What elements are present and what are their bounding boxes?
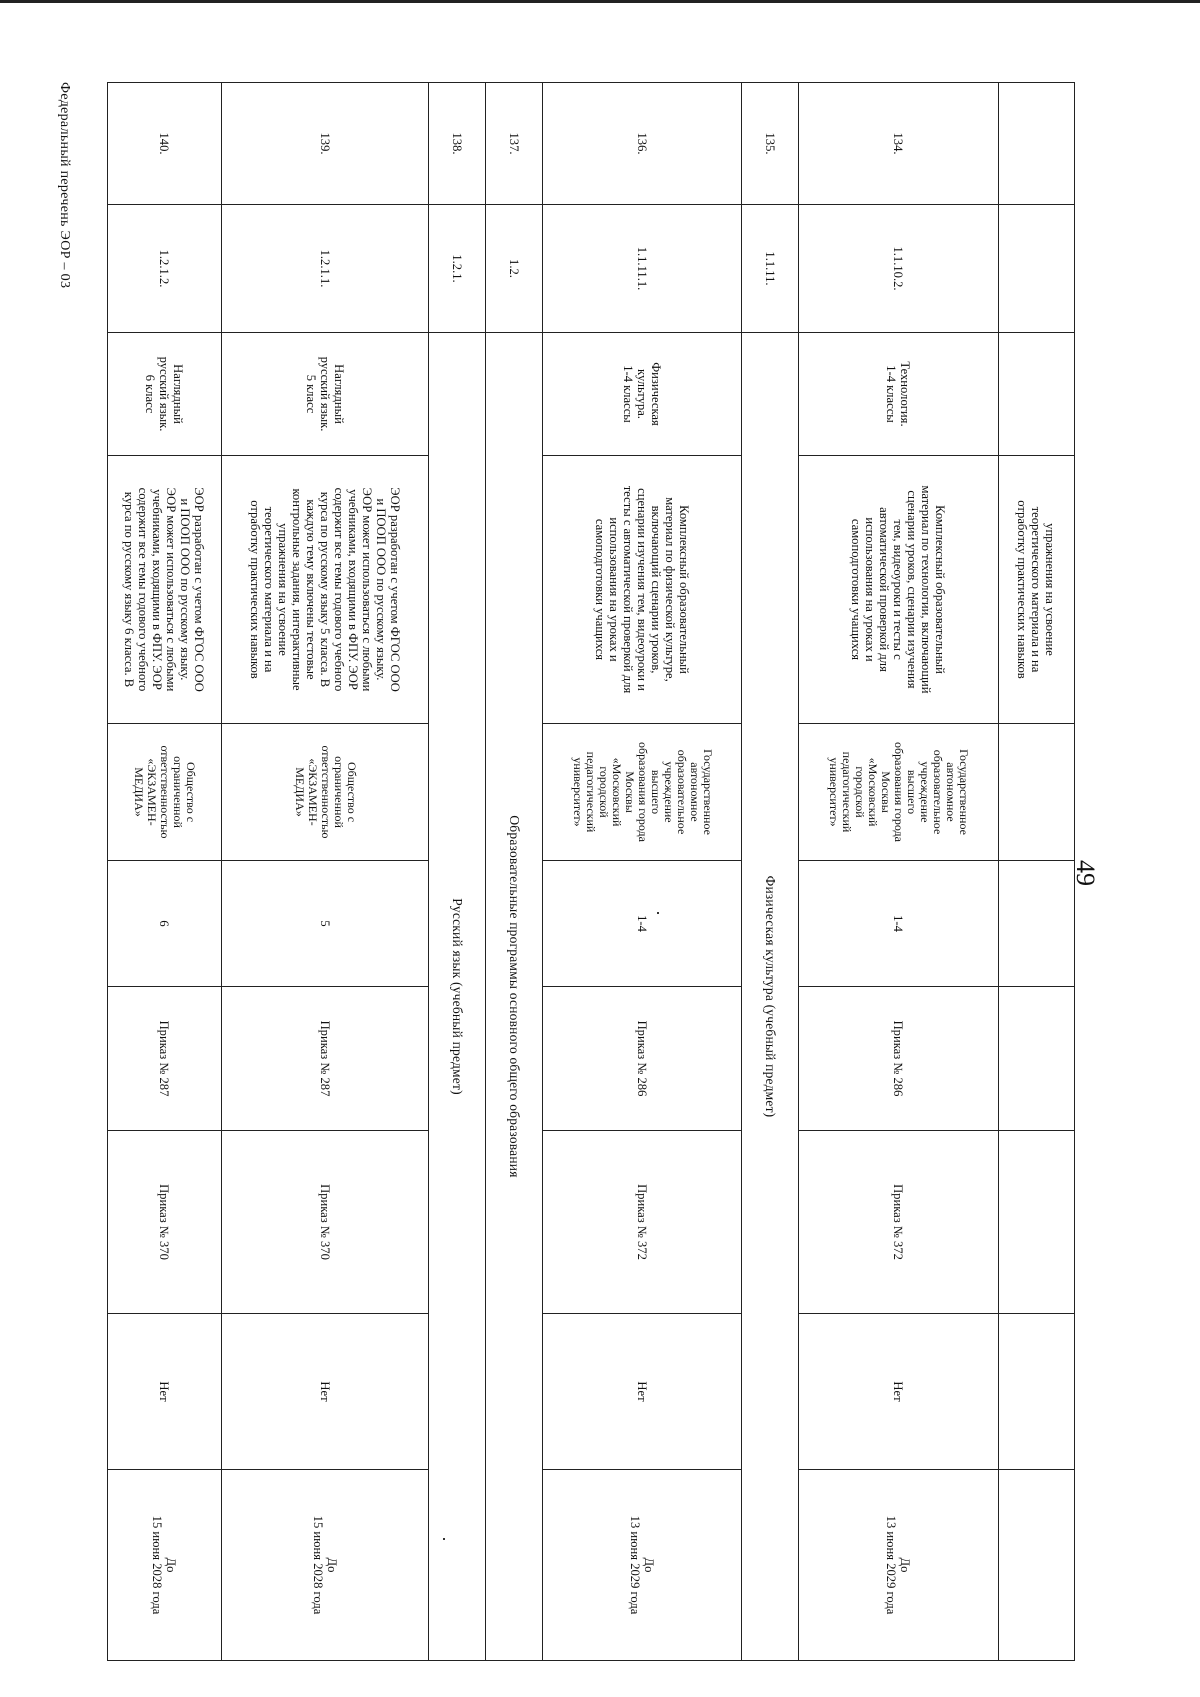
cell-order-1 (542, 987, 741, 1131)
flag-value: Нет (157, 1381, 172, 1402)
row-code: 1.1.10.2. (891, 246, 906, 291)
resource-name: Наглядный русский язык. 5 класс (304, 356, 347, 432)
cell-name (108, 333, 222, 456)
cell-grades (998, 861, 1074, 987)
cell-row-number (542, 83, 741, 205)
cell-row-number (221, 83, 429, 205)
description-text: ЭОР разработан с учетом ФГОС ООО и ПООП ООО по русскому языку. ЭОР может использоваться с любыми учебниками, входящими в ФПУ. ЭОР содержит все темы годового учебного курса по русскому языку 5 класса. В каждую тему включены тестовые контрольные задания, интерактивные упражнения на усвоение теоретического материала и на отработку практических навыков (248, 487, 403, 692)
cell-row-number (429, 83, 486, 205)
cell-row-number (799, 83, 998, 205)
validity-term: До 13 июня 2029 года (884, 1515, 913, 1615)
flag-value: Нет (635, 1381, 650, 1402)
flag-value: Нет (318, 1381, 333, 1402)
cell-code (542, 205, 741, 333)
cell-order-2 (108, 1131, 222, 1314)
order-ref: Приказ № 372 (891, 1184, 906, 1260)
order-ref: Приказ № 286 (891, 1020, 906, 1097)
description-text: Комплексный образовательный материал по физической культуре, включающий сценарии уроков, сценарии изучения тем, видеоуроки и тесты с автоматической проверкой для использования на уроках и самоподготовки учащихся (593, 485, 692, 694)
cell-code (429, 205, 486, 333)
table-row (429, 83, 486, 1661)
validity-term: До 15 июня 2028 года (311, 1515, 340, 1615)
cell-author (998, 724, 1074, 861)
row-number: 135. (763, 132, 778, 155)
cell-grades (799, 861, 998, 987)
row-code: 1.2.1. (450, 254, 465, 283)
cell-order-1 (108, 987, 222, 1131)
author-org: Общество с ограниченной ответственностью «ЭКЗАМЕН- МЕДИА» (292, 745, 359, 839)
flag-value: Нет (891, 1381, 906, 1402)
cell-order-1 (221, 987, 429, 1131)
grades-value: 1-4 (891, 915, 906, 932)
order-ref: Приказ № 286 (635, 1020, 650, 1097)
order-ref: Приказ № 372 (635, 1184, 650, 1260)
cell-flag (799, 1314, 998, 1470)
section-heading: Русский язык (учебный предмет) (450, 898, 466, 1095)
description-text: ЭОР разработан с учетом ФГОС ООО и ПООП ООО по русскому языку. ЭОР может использоваться с любыми учебниками, входящими в ФПУ. ЭОР содержит все темы годового учебного курса по русскому языку 6 класса. В (122, 487, 207, 692)
grades-value: 5 (318, 920, 333, 927)
cell-order-1 (998, 987, 1074, 1131)
table-row (108, 83, 222, 1661)
table-row (799, 83, 998, 1661)
section-heading: Физическая культура (учебный предмет) (763, 875, 779, 1118)
cell-order-1 (799, 987, 998, 1131)
row-code: 1.1.11.1. (635, 246, 650, 291)
row-code: 1.2. (507, 259, 522, 278)
section-heading-cell (486, 333, 543, 1661)
cell-term (799, 1470, 998, 1661)
cell-flag (221, 1314, 429, 1470)
page-number: 49 (1071, 860, 1100, 886)
row-code: 1.2.1.2. (157, 249, 172, 288)
validity-term: До 15 июня 2028 года (150, 1515, 179, 1615)
resource-name: Физическая культура. 1-4 классы (621, 362, 664, 426)
cell-description (221, 456, 429, 724)
table-row (542, 83, 741, 1661)
resource-name: Наглядный русский язык. 6 класс (143, 356, 186, 432)
table-row (221, 83, 429, 1661)
description-text: Комплексный образовательный материал по технологии, включающий сценарии уроков, сценарии изучения тем, видеоуроки и тесты с автоматической проверкой для использования на уроках и самоподготовки учащихся (849, 485, 948, 694)
cell-author (221, 724, 429, 861)
section-heading-cell (429, 333, 486, 1661)
cell-code (998, 205, 1074, 333)
row-number: 139. (318, 132, 333, 155)
order-ref: Приказ № 287 (318, 1020, 333, 1097)
cell-author (799, 724, 998, 861)
order-ref: Приказ № 370 (318, 1184, 333, 1260)
cell-grades (221, 861, 429, 987)
author-org: Государственное автономное образовательное учреждение высшего образования города Москвы «Московский городской педагогический университет» (570, 741, 715, 842)
cell-term (221, 1470, 429, 1661)
cell-name (998, 333, 1074, 456)
grades-value: 6 (157, 920, 172, 927)
cell-author (542, 724, 741, 861)
table-row (998, 83, 1074, 1661)
row-number: 140. (157, 132, 172, 155)
cell-term (108, 1470, 222, 1661)
cell-code (742, 205, 799, 333)
cell-grades (108, 861, 222, 987)
table-row (486, 83, 543, 1661)
cell-code (108, 205, 222, 333)
cell-row-number (486, 83, 543, 205)
section-heading-cell (742, 333, 799, 1661)
description-text: упражнения на усвоение теоретического материала и на отработку практических навыков (1015, 500, 1058, 679)
row-number: 138. (450, 132, 465, 155)
eor-registry-table (107, 82, 1075, 1661)
cell-code (799, 205, 998, 333)
cell-code (486, 205, 543, 333)
cell-row-number (108, 83, 222, 205)
cell-row-number (742, 83, 799, 205)
cell-flag (108, 1314, 222, 1470)
cell-name (221, 333, 429, 456)
row-code: 1.2.1.1. (318, 249, 333, 288)
row-number: 136. (635, 132, 650, 155)
table-row (742, 83, 799, 1661)
cell-author (108, 724, 222, 861)
section-heading: Образовательные программы основного общего образования (507, 815, 523, 1178)
cell-row-number (998, 83, 1074, 205)
order-ref: Приказ № 287 (157, 1020, 172, 1097)
cell-flag (542, 1314, 741, 1470)
cell-order-2 (221, 1131, 429, 1314)
cell-order-2 (542, 1131, 741, 1314)
cell-term (998, 1470, 1074, 1661)
cell-description (998, 456, 1074, 724)
cell-description (108, 456, 222, 724)
cell-order-2 (998, 1131, 1074, 1314)
cell-description (799, 456, 998, 724)
validity-term: До 13 июня 2029 года (628, 1515, 657, 1615)
document-footer: Федеральный перечень ЭОР – 03 (57, 82, 72, 289)
row-number: 134. (891, 132, 906, 155)
row-code: 1.1.11. (763, 251, 778, 286)
cell-flag (998, 1314, 1074, 1470)
cell-code (221, 205, 429, 333)
cell-description (542, 456, 741, 724)
grades-value: 1-4 (635, 915, 650, 932)
cell-order-2 (799, 1131, 998, 1314)
cell-name (542, 333, 741, 456)
cell-term (542, 1470, 741, 1661)
cell-name (799, 333, 998, 456)
registry-table-container (107, 82, 1075, 1660)
resource-name: Технология. 1-4 классы (884, 361, 913, 427)
row-number: 137. (507, 132, 522, 155)
order-ref: Приказ № 370 (157, 1184, 172, 1260)
author-org: Государственное автономное образовательное учреждение высшего образования города Москвы «Московский городской педагогический университет» (826, 741, 971, 842)
cell-grades (542, 861, 741, 987)
top-border-rule (0, 0, 1200, 3)
author-org: Общество с ограниченной ответственностью «ЭКЗАМЕН- МЕДИА» (131, 745, 198, 839)
